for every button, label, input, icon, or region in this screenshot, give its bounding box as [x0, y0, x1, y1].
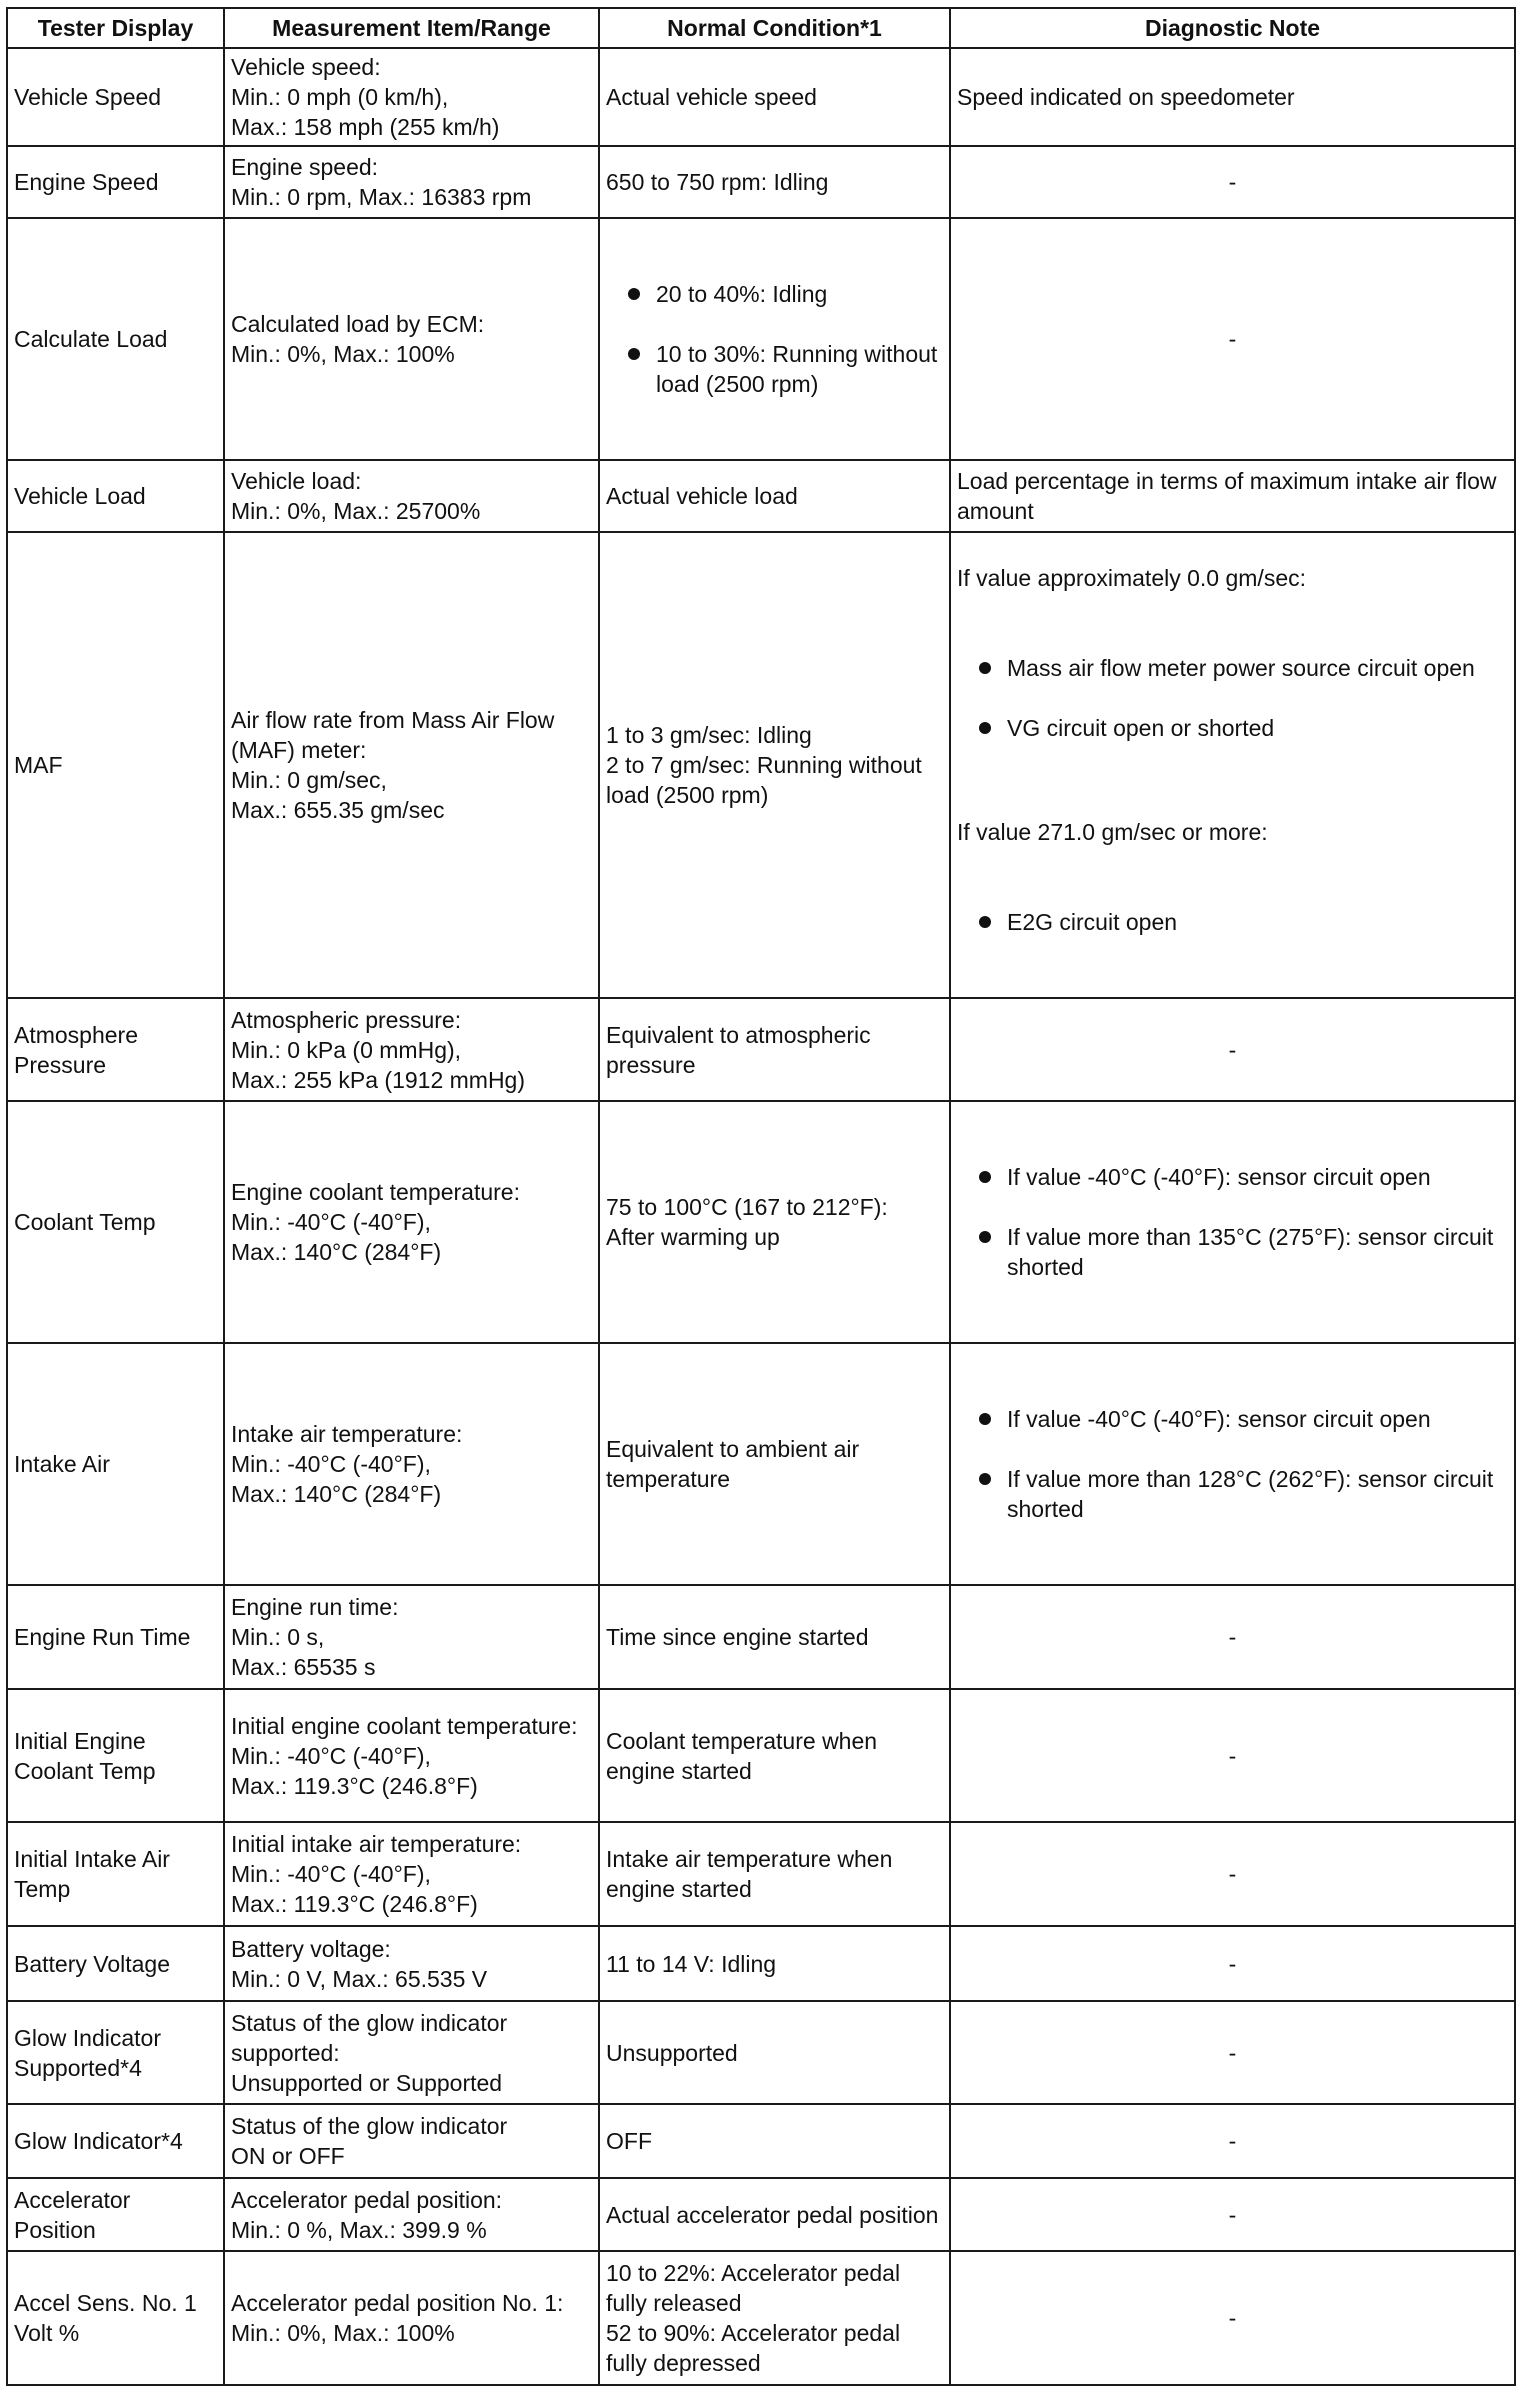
tester-display-cell: Accelerator Position	[7, 2178, 224, 2251]
table-row	[7, 1101, 1515, 1343]
diagnostic-note-cell: -	[950, 1926, 1515, 2001]
measurement-cell: Engine coolant temperature: Min.: -40°C (-40°F), Max.: 140°C (284°F)	[224, 1101, 599, 1343]
diagnostic-note-cell: -	[950, 146, 1515, 218]
normal-condition-cell: 10 to 22%: Accelerator pedal fully released 52 to 90%: Accelerator pedal fully depressed	[599, 2251, 950, 2385]
measurement-cell: Accelerator pedal position No. 1: Min.: 0%, Max.: 100%	[224, 2251, 599, 2385]
table-row	[7, 998, 1515, 1101]
table-row	[7, 48, 1515, 146]
diagnostic-note-cell: -	[950, 1585, 1515, 1689]
document-page	[6, 7, 1514, 2376]
measurement-cell: Engine speed: Min.: 0 rpm, Max.: 16383 rpm	[224, 146, 599, 218]
diagnostic-note-cell	[950, 532, 1515, 998]
table-row	[7, 1689, 1515, 1822]
normal-condition-cell	[599, 218, 950, 460]
tester-display-cell: Engine Run Time	[7, 1585, 224, 1689]
header-normal-condition: Normal Condition*1	[599, 8, 950, 48]
measurement-cell: Status of the glow indicator ON or OFF	[224, 2104, 599, 2178]
tester-display-cell: Vehicle Speed	[7, 48, 224, 146]
normal-condition-cell: Time since engine started	[599, 1585, 950, 1689]
normal-condition-list	[606, 249, 943, 429]
table-row	[7, 1343, 1515, 1585]
note-list	[957, 1132, 1508, 1312]
table-header-row	[7, 8, 1515, 48]
normal-condition-cell: 75 to 100°C (167 to 212°F): After warming up	[599, 1101, 950, 1343]
tester-display-cell: Glow Indicator*4	[7, 2104, 224, 2178]
list-item: E2G circuit open	[957, 907, 1508, 937]
measurement-cell: Atmospheric pressure: Min.: 0 kPa (0 mmHg), Max.: 255 kPa (1912 mmHg)	[224, 998, 599, 1101]
list-item: If value more than 128°C (262°F): sensor circuit shorted	[957, 1464, 1508, 1524]
normal-condition-cell: Equivalent to atmospheric pressure	[599, 998, 950, 1101]
tester-display-cell: Engine Speed	[7, 146, 224, 218]
note-list	[957, 1374, 1508, 1554]
list-item: VG circuit open or shorted	[957, 713, 1508, 743]
table-row	[7, 532, 1515, 998]
table-row	[7, 1822, 1515, 1926]
diagnostic-note-cell: Speed indicated on speedometer	[950, 48, 1515, 146]
note-condition-text: If value 271.0 gm/sec or more:	[957, 819, 1268, 845]
diagnostic-note-cell: -	[950, 2251, 1515, 2385]
list-item: 10 to 30%: Running without load (2500 rpm)	[606, 339, 943, 399]
table-row	[7, 2104, 1515, 2178]
measurement-cell: Engine run time: Min.: 0 s, Max.: 65535 s	[224, 1585, 599, 1689]
measurement-cell: Intake air temperature: Min.: -40°C (-40°F), Max.: 140°C (284°F)	[224, 1343, 599, 1585]
table-row	[7, 2001, 1515, 2104]
table-row	[7, 1926, 1515, 2001]
list-item: Mass air flow meter power source circuit open	[957, 653, 1508, 683]
tester-display-cell: Calculate Load	[7, 218, 224, 460]
normal-condition-cell: 1 to 3 gm/sec: Idling 2 to 7 gm/sec: Running without load (2500 rpm)	[599, 532, 950, 998]
normal-condition-cell: 11 to 14 V: Idling	[599, 1926, 950, 2001]
header-tester-display: Tester Display	[7, 8, 224, 48]
diagnostic-note-cell: -	[950, 1822, 1515, 1926]
table-row	[7, 218, 1515, 460]
diagnostic-note-cell: -	[950, 998, 1515, 1101]
data-list-table	[6, 7, 1516, 2386]
table-row	[7, 2251, 1515, 2385]
normal-condition-cell: Actual vehicle speed	[599, 48, 950, 146]
measurement-cell: Accelerator pedal position: Min.: 0 %, Max.: 399.9 %	[224, 2178, 599, 2251]
measurement-cell: Vehicle load: Min.: 0%, Max.: 25700%	[224, 460, 599, 532]
tester-display-cell: Glow Indicator Supported*4	[7, 2001, 224, 2104]
normal-condition-cell: Coolant temperature when engine started	[599, 1689, 950, 1822]
tester-display-cell: Intake Air	[7, 1343, 224, 1585]
list-item: 20 to 40%: Idling	[606, 279, 943, 309]
header-measurement-item: Measurement Item/Range	[224, 8, 599, 48]
measurement-cell: Initial engine coolant temperature: Min.: -40°C (-40°F), Max.: 119.3°C (246.8°F)	[224, 1689, 599, 1822]
diagnostic-note-cell	[950, 1343, 1515, 1585]
normal-condition-cell: 650 to 750 rpm: Idling	[599, 146, 950, 218]
diagnostic-note-cell: -	[950, 218, 1515, 460]
measurement-cell: Status of the glow indicator supported: Unsupported or Supported	[224, 2001, 599, 2104]
list-item: If value -40°C (-40°F): sensor circuit open	[957, 1404, 1508, 1434]
list-item: If value -40°C (-40°F): sensor circuit open	[957, 1162, 1508, 1192]
normal-condition-cell: OFF	[599, 2104, 950, 2178]
tester-display-cell: Vehicle Load	[7, 460, 224, 532]
tester-display-cell: Accel Sens. No. 1 Volt %	[7, 2251, 224, 2385]
tester-display-cell: Initial Intake Air Temp	[7, 1822, 224, 1926]
measurement-cell: Calculated load by ECM: Min.: 0%, Max.: 100%	[224, 218, 599, 460]
diagnostic-note-cell: -	[950, 2001, 1515, 2104]
header-diagnostic-note: Diagnostic Note	[950, 8, 1515, 48]
table-row	[7, 2178, 1515, 2251]
diagnostic-note-cell: -	[950, 1689, 1515, 1822]
normal-condition-cell: Equivalent to ambient air temperature	[599, 1343, 950, 1585]
measurement-cell: Initial intake air temperature: Min.: -40°C (-40°F), Max.: 119.3°C (246.8°F)	[224, 1822, 599, 1926]
measurement-cell: Air flow rate from Mass Air Flow (MAF) meter: Min.: 0 gm/sec, Max.: 655.35 gm/sec	[224, 532, 599, 998]
tester-display-cell: MAF	[7, 532, 224, 998]
tester-display-cell: Coolant Temp	[7, 1101, 224, 1343]
note-list	[957, 877, 1508, 967]
diagnostic-note-cell: Load percentage in terms of maximum intake air flow amount	[950, 460, 1515, 532]
tester-display-cell: Atmosphere Pressure	[7, 998, 224, 1101]
table-row	[7, 146, 1515, 218]
tester-display-cell: Battery Voltage	[7, 1926, 224, 2001]
normal-condition-cell: Intake air temperature when engine started	[599, 1822, 950, 1926]
note-condition-text: If value approximately 0.0 gm/sec:	[957, 565, 1306, 591]
diagnostic-note-cell	[950, 1101, 1515, 1343]
normal-condition-cell: Unsupported	[599, 2001, 950, 2104]
table-row	[7, 1585, 1515, 1689]
table-row	[7, 460, 1515, 532]
diagnostic-note-cell: -	[950, 2178, 1515, 2251]
tester-display-cell: Initial Engine Coolant Temp	[7, 1689, 224, 1822]
normal-condition-cell: Actual vehicle load	[599, 460, 950, 532]
measurement-cell: Battery voltage: Min.: 0 V, Max.: 65.535 V	[224, 1926, 599, 2001]
measurement-cell: Vehicle speed: Min.: 0 mph (0 km/h), Max.: 158 mph (255 km/h)	[224, 48, 599, 146]
diagnostic-note-cell: -	[950, 2104, 1515, 2178]
normal-condition-cell: Actual accelerator pedal position	[599, 2178, 950, 2251]
list-item: If value more than 135°C (275°F): sensor circuit shorted	[957, 1222, 1508, 1282]
note-list	[957, 623, 1508, 773]
